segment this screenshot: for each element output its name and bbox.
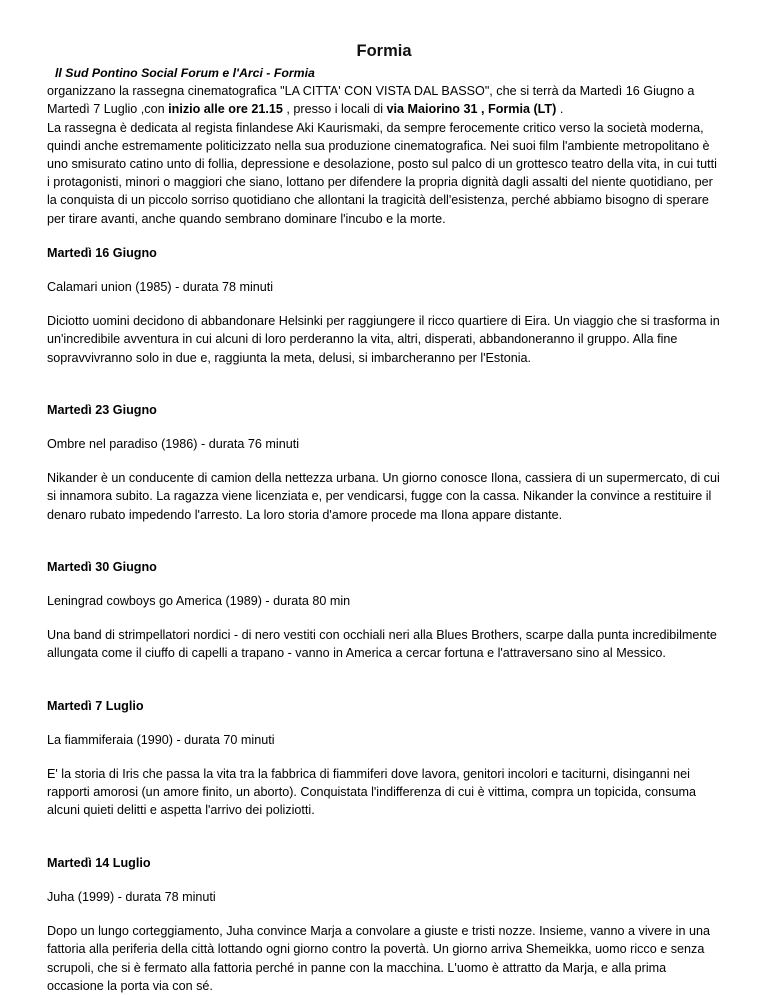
screening-entry [47, 697, 721, 820]
film-title: La fiammiferaia (1990) - durata 70 minuti [47, 732, 275, 747]
spacer [47, 663, 721, 681]
intro-text-1: organizzano la rassegna cinematografica "LA CITTA' CON VISTA DAL BASSO", che si terrà da Martedì 16 Giugno a Martedì 7 Luglio ,con [47, 84, 695, 117]
film-synopsis: Dopo un lungo corteggiamento, Juha convince Marja a convolare a giuste e tristi nozze. Insieme, vanno a vivere in una fattoria alla periferia della città lottando ogni giorno contro la povertà. Un giorno arriva Shemeikka, uomo ricco e senza scrupoli, che si è fermato alla fattoria perché in panne con la macchina. L'uomo è attratto da Marja, e alla prima occasione la porta via con sé. [47, 924, 710, 993]
start-time: inizio alle ore 21.15 [168, 102, 283, 117]
film-title: Juha (1999) - durata 78 minuti [47, 889, 216, 904]
film-title: Leningrad cowboys go America (1989) - durata 80 min [47, 594, 351, 609]
screening-date: Martedì 14 Luglio [47, 855, 151, 870]
screening-entry [47, 558, 721, 663]
screening-date: Martedì 23 Giugno [47, 402, 157, 417]
spacer [47, 367, 721, 385]
film-synopsis: E' la storia di Iris che passa la vita tra la fabbrica di fiammiferi dove lavora, genitori incolori e taciturni, disinganni nei rapporti amorosi (un amore finito, un aborto). Conquistata l'indifferenza di cui è vittima, compra un topicida, consuma alcuni quieti delitti e aspetta l'arrivo dei poliziotti. [47, 767, 696, 818]
organizer-line: ll Sud Pontino Social Forum e l'Arci - Formia [55, 66, 315, 80]
venue-address: via Maiorino 31 , Formia (LT) [386, 102, 557, 117]
intro-text-3: . [556, 102, 564, 117]
screening-date: Martedì 16 Giugno [47, 245, 157, 260]
page-title: Formia [356, 42, 412, 60]
film-synopsis: Diciotto uomini decidono di abbandonare Helsinki per raggiungere il ricco quartiere di Eira. Un viaggio che si trasforma in un'incredibile avventura in cui alcuni di loro perderanno la vita, altri, disperati, abbandoneranno il gruppo. Alla fine sopravvivranno solo in due e, raggiunta la meta, delusi, si imbarcheranno per l'Estonia. [47, 314, 720, 365]
film-synopsis: Una band di strimpellatori nordici - di nero vestiti con occhiali neri alla Blues Brothers, scarpe dalla punta incredibilmente allungata come il ciuffo di capelli a trapano - vanno in America a cercar fortuna e l'attraversano sino al Messico. [47, 628, 717, 661]
spacer [47, 524, 721, 542]
spacer [47, 820, 721, 838]
screening-date: Martedì 30 Giugno [47, 559, 157, 574]
festival-description: La rassegna è dedicata al regista finlandese Aki Kaurismaki, da sempre ferocemente critico verso la società moderna, quindi anche estremamente politicizzato nella sua produzione cinematografica. Nei suoi film l'ambiente metropolitano è uno smisurato catino unto di follia, depressione e desolazione, posto sul palco di un grottesco teatro della vita, in cui tutti i protagonisti, minori o maggiori che siano, lottano per difendere la propria dignità dagli assalti del niente quotidiano, per la conquista di un piccolo sorriso quotidiano che allontani la tragicità dell'esistenza, perché abbiamo bisogno di sperare per tirare avanti, anche quando sembrano dominare l'incubo e la morte. [47, 120, 717, 226]
intro-block [47, 82, 721, 228]
film-title: Ombre nel paradiso (1986) - durata 76 minuti [47, 437, 300, 452]
intro-text-2: , presso i locali di [282, 102, 387, 117]
intro-paragraph [47, 82, 721, 118]
film-synopsis: Nikander è un conducente di camion della nettezza urbana. Un giorno conosce Ilona, cassiera di un supermercato, di cui si innamora subito. La ragazza viene licenziata e, per vendicarsi, fugge con la cassa. Nikander la convince a restituire il denaro rubato impedendo l'arresto. La loro storia d'amore procede ma Ilona appare distante. [47, 471, 720, 522]
screening-entry [47, 244, 721, 367]
film-title: Calamari union (1985) - durata 78 minuti [47, 280, 274, 295]
screening-date: Martedì 7 Luglio [47, 698, 144, 713]
screening-entry [47, 401, 721, 524]
screening-entry [47, 854, 721, 995]
